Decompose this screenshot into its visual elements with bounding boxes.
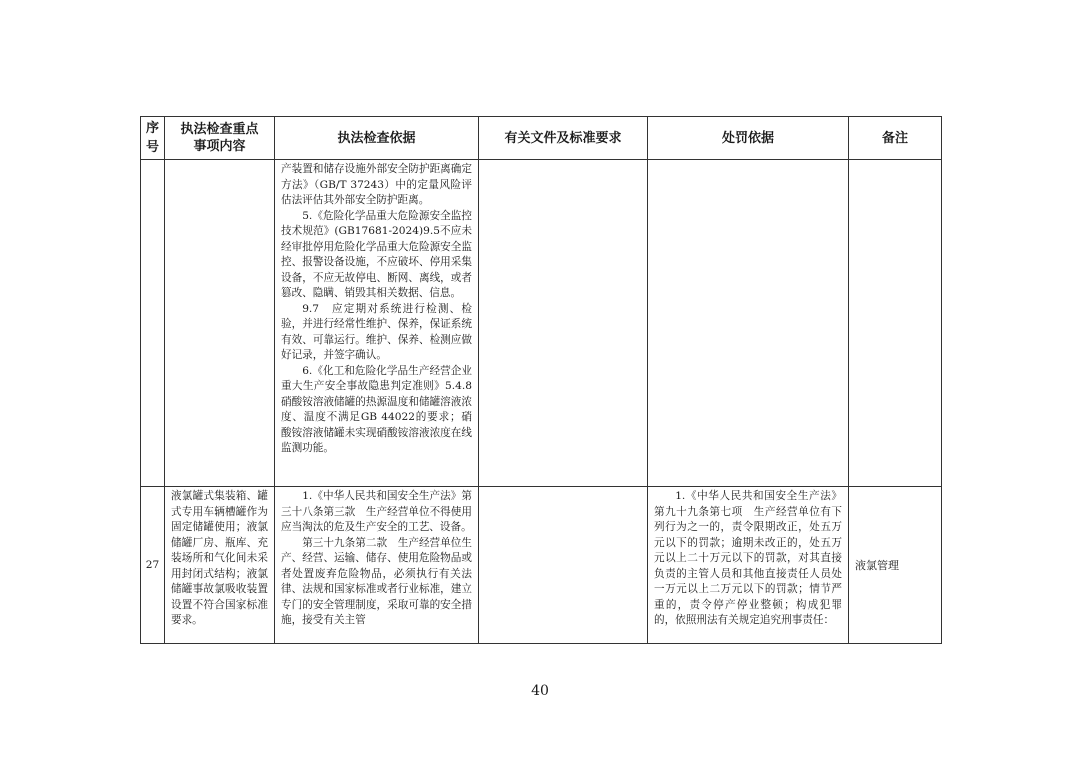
row1-basis-para: 产装置和储存设施外部安全防护距离确定方法》（GB/T 37243）中的定量风险评估法评估其外部安全防护距离。	[281, 163, 472, 206]
row2-docs-cell	[479, 487, 648, 644]
row1-docs-cell	[479, 160, 648, 487]
row1-basis-para: 6.《化工和危险化学品生产经营企业重大生产安全事故隐患判定准则》5.4.8 硝酸铵溶液储罐的热源温度和储罐溶液浓度、温度不满足GB 44022的要求；硝酸铵溶液储罐未实现硝酸铵溶液浓度在线监测功能。	[281, 364, 472, 454]
row1-remark-cell	[849, 160, 942, 487]
header-row	[141, 117, 942, 160]
header-penalty: 处罚依据	[648, 117, 849, 160]
page-number: 40	[531, 683, 549, 699]
row2-item-cell	[165, 487, 275, 644]
table-row	[141, 160, 942, 487]
header-remark: 备注	[849, 117, 942, 160]
row2-basis-cell	[275, 487, 479, 644]
row2-penalty-cell	[648, 487, 849, 644]
row2-penalty: 1.《中华人民共和国安全生产法》第九十九条第七项 生产经营单位有下列行为之一的，责令限期改正，处五万元以下的罚款；逾期未改正的，处五万元以上二十万元以下的罚款，对其直接负责的主管人员和其他直接责任人员处一万元以上二万元以下的罚款；情节严重的，责令停产停业整顿；构成犯罪的，依照刑法有关规定追究刑事责任：	[654, 490, 842, 626]
table-row	[141, 487, 942, 644]
header-basis: 执法检查依据	[275, 117, 479, 160]
row1-seq-cell	[141, 160, 165, 487]
row2-remark: 液氯管理	[849, 487, 942, 644]
row2-basis-para: 1.《中华人民共和国安全生产法》第三十八条第三款 生产经营单位不得使用应当淘汰的危及生产安全的工艺、设备。	[281, 490, 472, 533]
row1-penalty-cell	[648, 160, 849, 487]
enforcement-table	[140, 116, 942, 644]
row2-seq: 27	[141, 487, 165, 644]
row1-basis-cell	[275, 160, 479, 487]
row2-item: 液氯罐式集装箱、罐式专用车辆槽罐作为固定储罐使用；液氯储罐厂房、瓶库、充装场所和气化间未采用封闭式结构；液氯储罐事故氯吸收装置设置不符合国家标准要求。	[171, 490, 268, 626]
header-seq: 序号	[141, 117, 165, 160]
row1-item-cell	[165, 160, 275, 487]
header-docs: 有关文件及标准要求	[479, 117, 648, 160]
row1-basis-para: 9.7 应定期对系统进行检测、检验，并进行经常性维护、保养，保证系统有效、可靠运行。维护、保养、检测应做好记录，并签字确认。	[281, 302, 472, 361]
row1-basis-para: 5.《危险化学品重大危险源安全监控技术规范》(GB17681-2024)9.5不应未经审批停用危险化学品重大危险源安全监控、报警设备设施，不应破坏、停用采集设备，不应无故停电、断网、离线，或者篡改、隐瞒、销毁其相关数据、信息。	[281, 209, 472, 299]
header-item: 执法检查重点事项内容	[165, 117, 275, 160]
row2-basis-para: 第三十九条第二款 生产经营单位生产、经营、运输、储存、使用危险物品或者处置废弃危险物品，必须执行有关法律、法规和国家标准或者行业标准，建立专门的安全管理制度，采取可靠的安全措施，接受有关主管	[281, 536, 472, 626]
